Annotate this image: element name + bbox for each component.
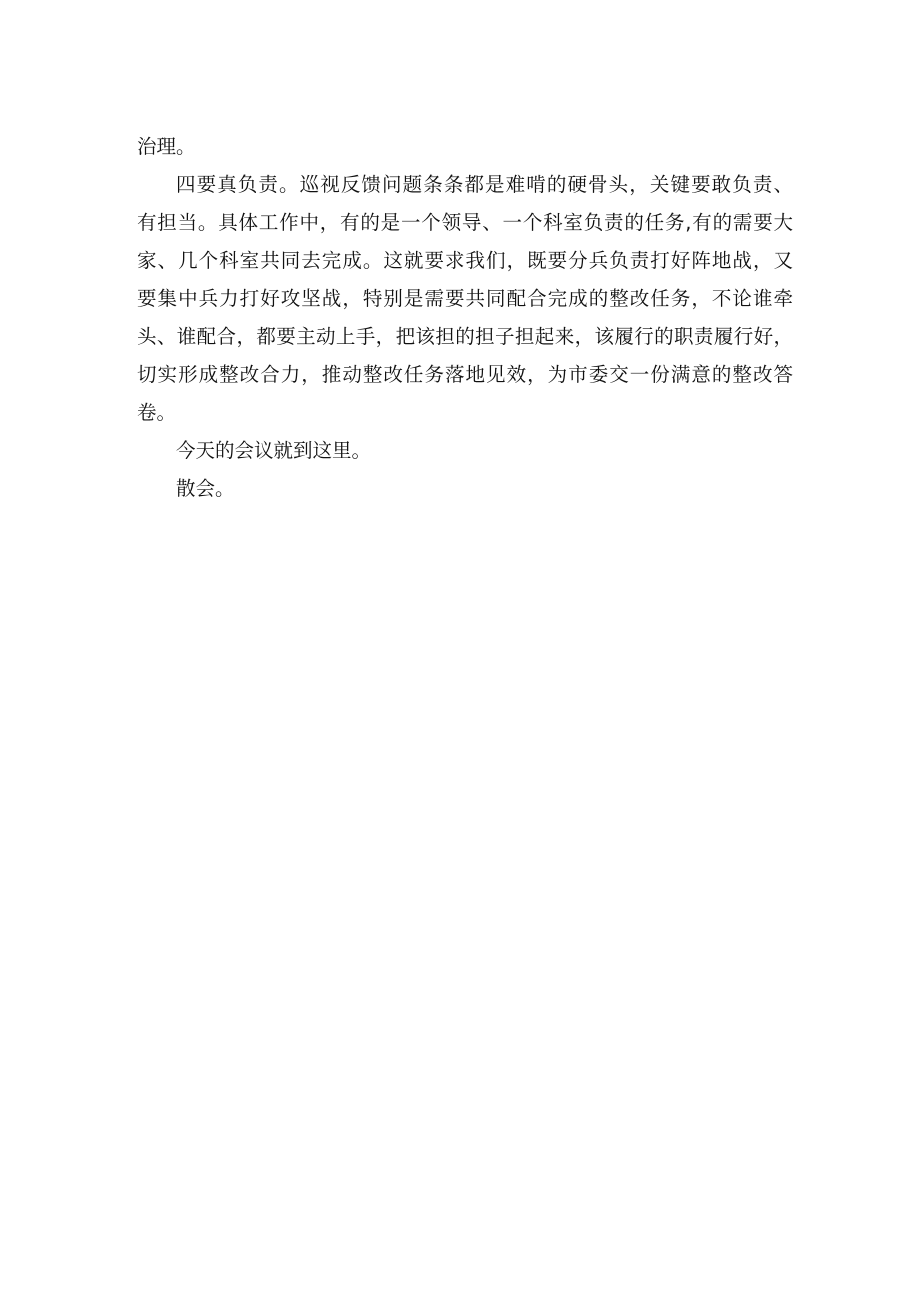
text-line: 要集中兵力打好攻坚战，特别是需要共同配合完成的整改任务，不论谁牵 [137,287,793,310]
paragraph-adjourn [137,470,793,508]
paragraph-meeting-end [137,432,793,470]
text-line: 家、几个科室共同去完成。这就要求我们，既要分兵负责打好阵地战，又 [137,249,793,272]
text-line: 头、谁配合，都要主动上手，把该担的担子担起来，该履行的职责履行好， [137,325,793,348]
paragraph-governance-ending [137,128,793,166]
document-body [137,128,793,508]
text-line: 治理。 [137,135,196,158]
text-line: 四要真负责。巡视反馈问题条条都是难啃的硬骨头，关键要敢负责、 [176,173,793,196]
paragraph-four-responsibility [137,166,793,432]
text-line: 有担当。具体工作中，有的是一个领导、一个科室负责的任务,有的需要大 [137,211,793,234]
text-line: 切实形成整改合力，推动整改任务落地见效，为市委交一份满意的整改答 [137,363,793,386]
text-line: 散会。 [176,477,235,500]
text-line: 今天的会议就到这里。 [176,439,372,462]
text-line: 卷。 [137,401,177,424]
